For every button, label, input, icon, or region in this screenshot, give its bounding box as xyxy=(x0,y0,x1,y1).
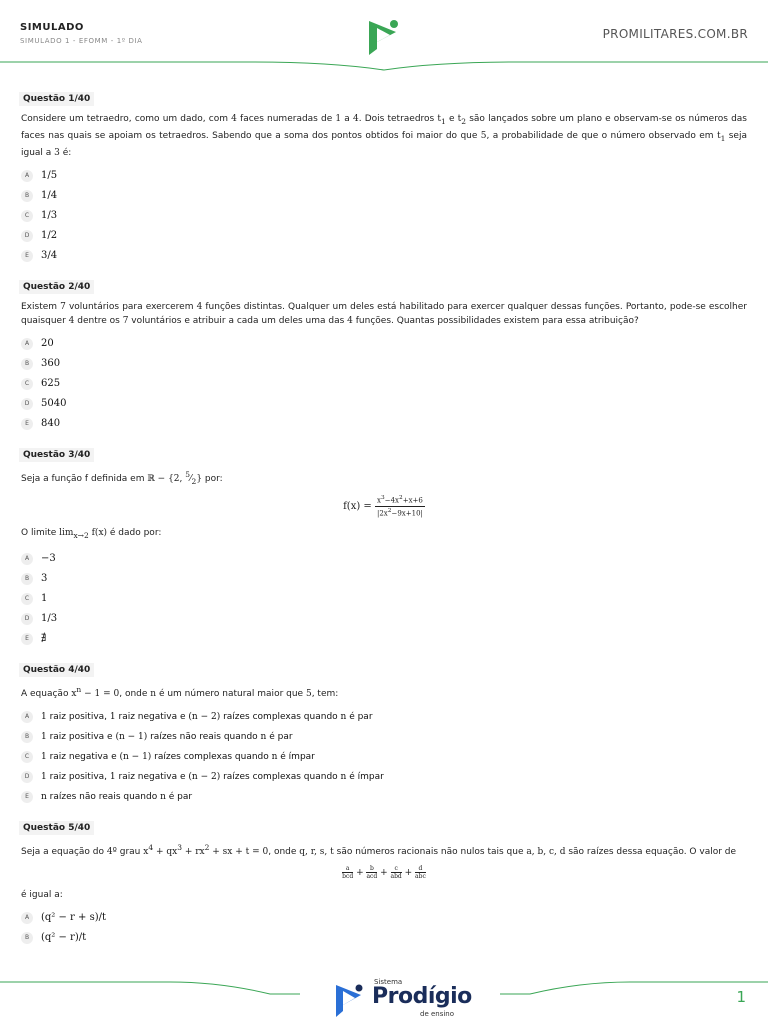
option-c[interactable] xyxy=(21,589,747,609)
question-text: Existem 7 voluntários para exercerem 4 funções distintas. Qualquer um deles está habilitado para exercer qualquer dessas funções. Portanto, pode-se escolher quaisquer 4 dentre os 7 voluntários e atribuir a cada um deles uma das 4 funções. Quantas possibilidades existem para essa atribuição? xyxy=(21,301,747,326)
option-text: 1/2 xyxy=(41,230,58,242)
option-letter-badge: B xyxy=(21,573,33,585)
footer-sistema: Sistema xyxy=(374,978,403,986)
option-letter-badge: D xyxy=(21,613,33,625)
prodigio-footer-logo-icon xyxy=(333,982,367,1020)
option-text: 1 xyxy=(41,593,48,605)
option-text: 625 xyxy=(41,378,61,390)
option-letter-badge: A xyxy=(21,711,33,723)
answer-options xyxy=(21,334,747,434)
option-d[interactable] xyxy=(21,226,747,246)
option-d[interactable] xyxy=(21,394,747,414)
option-letter-badge: D xyxy=(21,230,33,242)
option-d[interactable] xyxy=(21,609,747,629)
option-a[interactable] xyxy=(21,549,747,569)
option-a[interactable] xyxy=(21,707,747,727)
option-text: 3 xyxy=(41,573,48,585)
question-formula: f(x) = $\frac{x^3-4x^2+x+6}{|2x^2-9x+10|}$ xyxy=(343,495,423,518)
option-letter-badge: C xyxy=(21,210,33,222)
option-a[interactable] xyxy=(21,908,747,928)
option-a[interactable] xyxy=(21,334,747,354)
answer-options xyxy=(21,908,747,948)
question-heading: Questão 3/40 xyxy=(19,448,94,462)
option-text: (q² − r)/t xyxy=(41,932,87,944)
option-text: 1/5 xyxy=(41,170,58,182)
option-text: 1/3 xyxy=(41,210,58,222)
question-prompt: O limite $\lim_{x\to 2} f(x)$ é dado por: xyxy=(21,528,162,540)
option-text: n raízes não reais quando n é par xyxy=(41,791,193,802)
option-letter-badge: D xyxy=(21,398,33,410)
header-site: PROMILITARES.COM.BR xyxy=(602,27,748,41)
option-text: 1 raiz negativa e (n − 1) raízes complexas quando n é ímpar xyxy=(41,751,315,762)
option-b[interactable] xyxy=(21,928,747,948)
option-letter-badge: B xyxy=(21,190,33,202)
option-text: 1/3 xyxy=(41,613,58,625)
option-text: (q² − r + s)/t xyxy=(41,912,106,924)
option-b[interactable] xyxy=(21,727,747,747)
option-b[interactable] xyxy=(21,354,747,374)
footer-divider-right xyxy=(500,978,768,998)
option-text: 5040 xyxy=(41,398,67,410)
footer-divider-left xyxy=(0,978,300,998)
option-letter-badge: E xyxy=(21,250,33,262)
option-c[interactable] xyxy=(21,206,747,226)
option-b[interactable] xyxy=(21,186,747,206)
option-c[interactable] xyxy=(21,374,747,394)
footer-de-ensino: de ensino xyxy=(420,1010,455,1018)
page-header xyxy=(0,0,768,70)
option-text: 1 raiz positiva, 1 raiz negativa e (n − 2) raízes complexas quando n é ímpar xyxy=(41,771,384,782)
option-letter-badge: A xyxy=(21,553,33,565)
option-text: 20 xyxy=(41,338,54,350)
option-letter-badge: E xyxy=(21,791,33,803)
option-letter-badge: C xyxy=(21,593,33,605)
option-letter-badge: C xyxy=(21,378,33,390)
option-letter-badge: C xyxy=(21,751,33,763)
footer-brand: Prodígio xyxy=(372,984,472,1009)
page-footer xyxy=(0,968,768,1024)
option-letter-badge: A xyxy=(21,170,33,182)
question-text: Considere um tetraedro, como um dado, com 4 faces numeradas de 1 a 4. Dois tetraedros $t_1$ e $t_2$ são lançados sobre um plano e observam-se os números das faces nas quais se apoiam os tetraedros. Sabendo que a soma dos pontos obtidos foi maior do que 5, a probabilidade de que o número observado em $t_1$ seja igual a 3 é: xyxy=(21,114,747,158)
option-text: −3 xyxy=(41,553,56,565)
page-number: 1 xyxy=(736,988,746,1006)
question-3 xyxy=(21,448,747,649)
question-heading: Questão 1/40 xyxy=(19,92,94,106)
option-e[interactable] xyxy=(21,246,747,266)
option-letter-badge: A xyxy=(21,912,33,924)
option-text: 360 xyxy=(41,358,61,370)
option-letter-badge: B xyxy=(21,358,33,370)
option-text: 840 xyxy=(41,418,61,430)
question-heading: Questão 5/40 xyxy=(19,821,94,835)
answer-options xyxy=(21,549,747,649)
question-1 xyxy=(21,92,747,266)
option-text: 1/4 xyxy=(41,190,58,202)
question-text: Seja a função f definida em ℝ − {2, $^5⁄_2$} por: xyxy=(21,469,223,486)
question-prompt: é igual a: xyxy=(21,889,63,900)
option-e[interactable] xyxy=(21,414,747,434)
option-text: 3/4 xyxy=(41,250,58,262)
question-5 xyxy=(21,821,747,948)
option-text: ∄ xyxy=(41,633,47,645)
option-b[interactable] xyxy=(21,569,747,589)
question-heading: Questão 2/40 xyxy=(19,280,94,294)
option-letter-badge: B xyxy=(21,932,33,944)
option-e[interactable] xyxy=(21,787,747,807)
option-c[interactable] xyxy=(21,747,747,767)
answer-options xyxy=(21,166,747,266)
questions-list xyxy=(21,92,747,962)
option-letter-badge: A xyxy=(21,338,33,350)
option-text: 1 raiz positiva, 1 raiz negativa e (n − 2) raízes complexas quando n é par xyxy=(41,711,373,722)
option-letter-badge: E xyxy=(21,418,33,430)
header-title: SIMULADO xyxy=(20,22,84,33)
answer-options xyxy=(21,707,747,807)
option-letter-badge: D xyxy=(21,771,33,783)
question-text: A equação $x^n - 1 = 0$, onde n é um número natural maior que 5, tem: xyxy=(21,684,339,699)
option-letter-badge: B xyxy=(21,731,33,743)
prodigio-logo-icon xyxy=(366,18,402,58)
question-formula: a bcd + b acd + c abd + d abc xyxy=(342,864,426,880)
header-subtitle: SIMULADO 1 - EFOMM - 1º DIA xyxy=(20,37,143,45)
header-divider xyxy=(0,58,768,72)
option-a[interactable] xyxy=(21,166,747,186)
question-heading: Questão 4/40 xyxy=(19,663,94,677)
question-4 xyxy=(21,663,747,807)
option-text: 1 raiz positiva e (n − 1) raízes não reais quando n é par xyxy=(41,731,293,742)
option-e[interactable] xyxy=(21,629,747,649)
option-letter-badge: E xyxy=(21,633,33,645)
question-text: Seja a equação do 4º grau $x^4 + qx^3 + rx^2$ + sx + t = 0, onde q, r, s, t são números racionais não nulos tais que a, b, c, d são raízes dessa equação. O valor de xyxy=(21,842,737,857)
question-2 xyxy=(21,280,747,434)
option-d[interactable] xyxy=(21,767,747,787)
